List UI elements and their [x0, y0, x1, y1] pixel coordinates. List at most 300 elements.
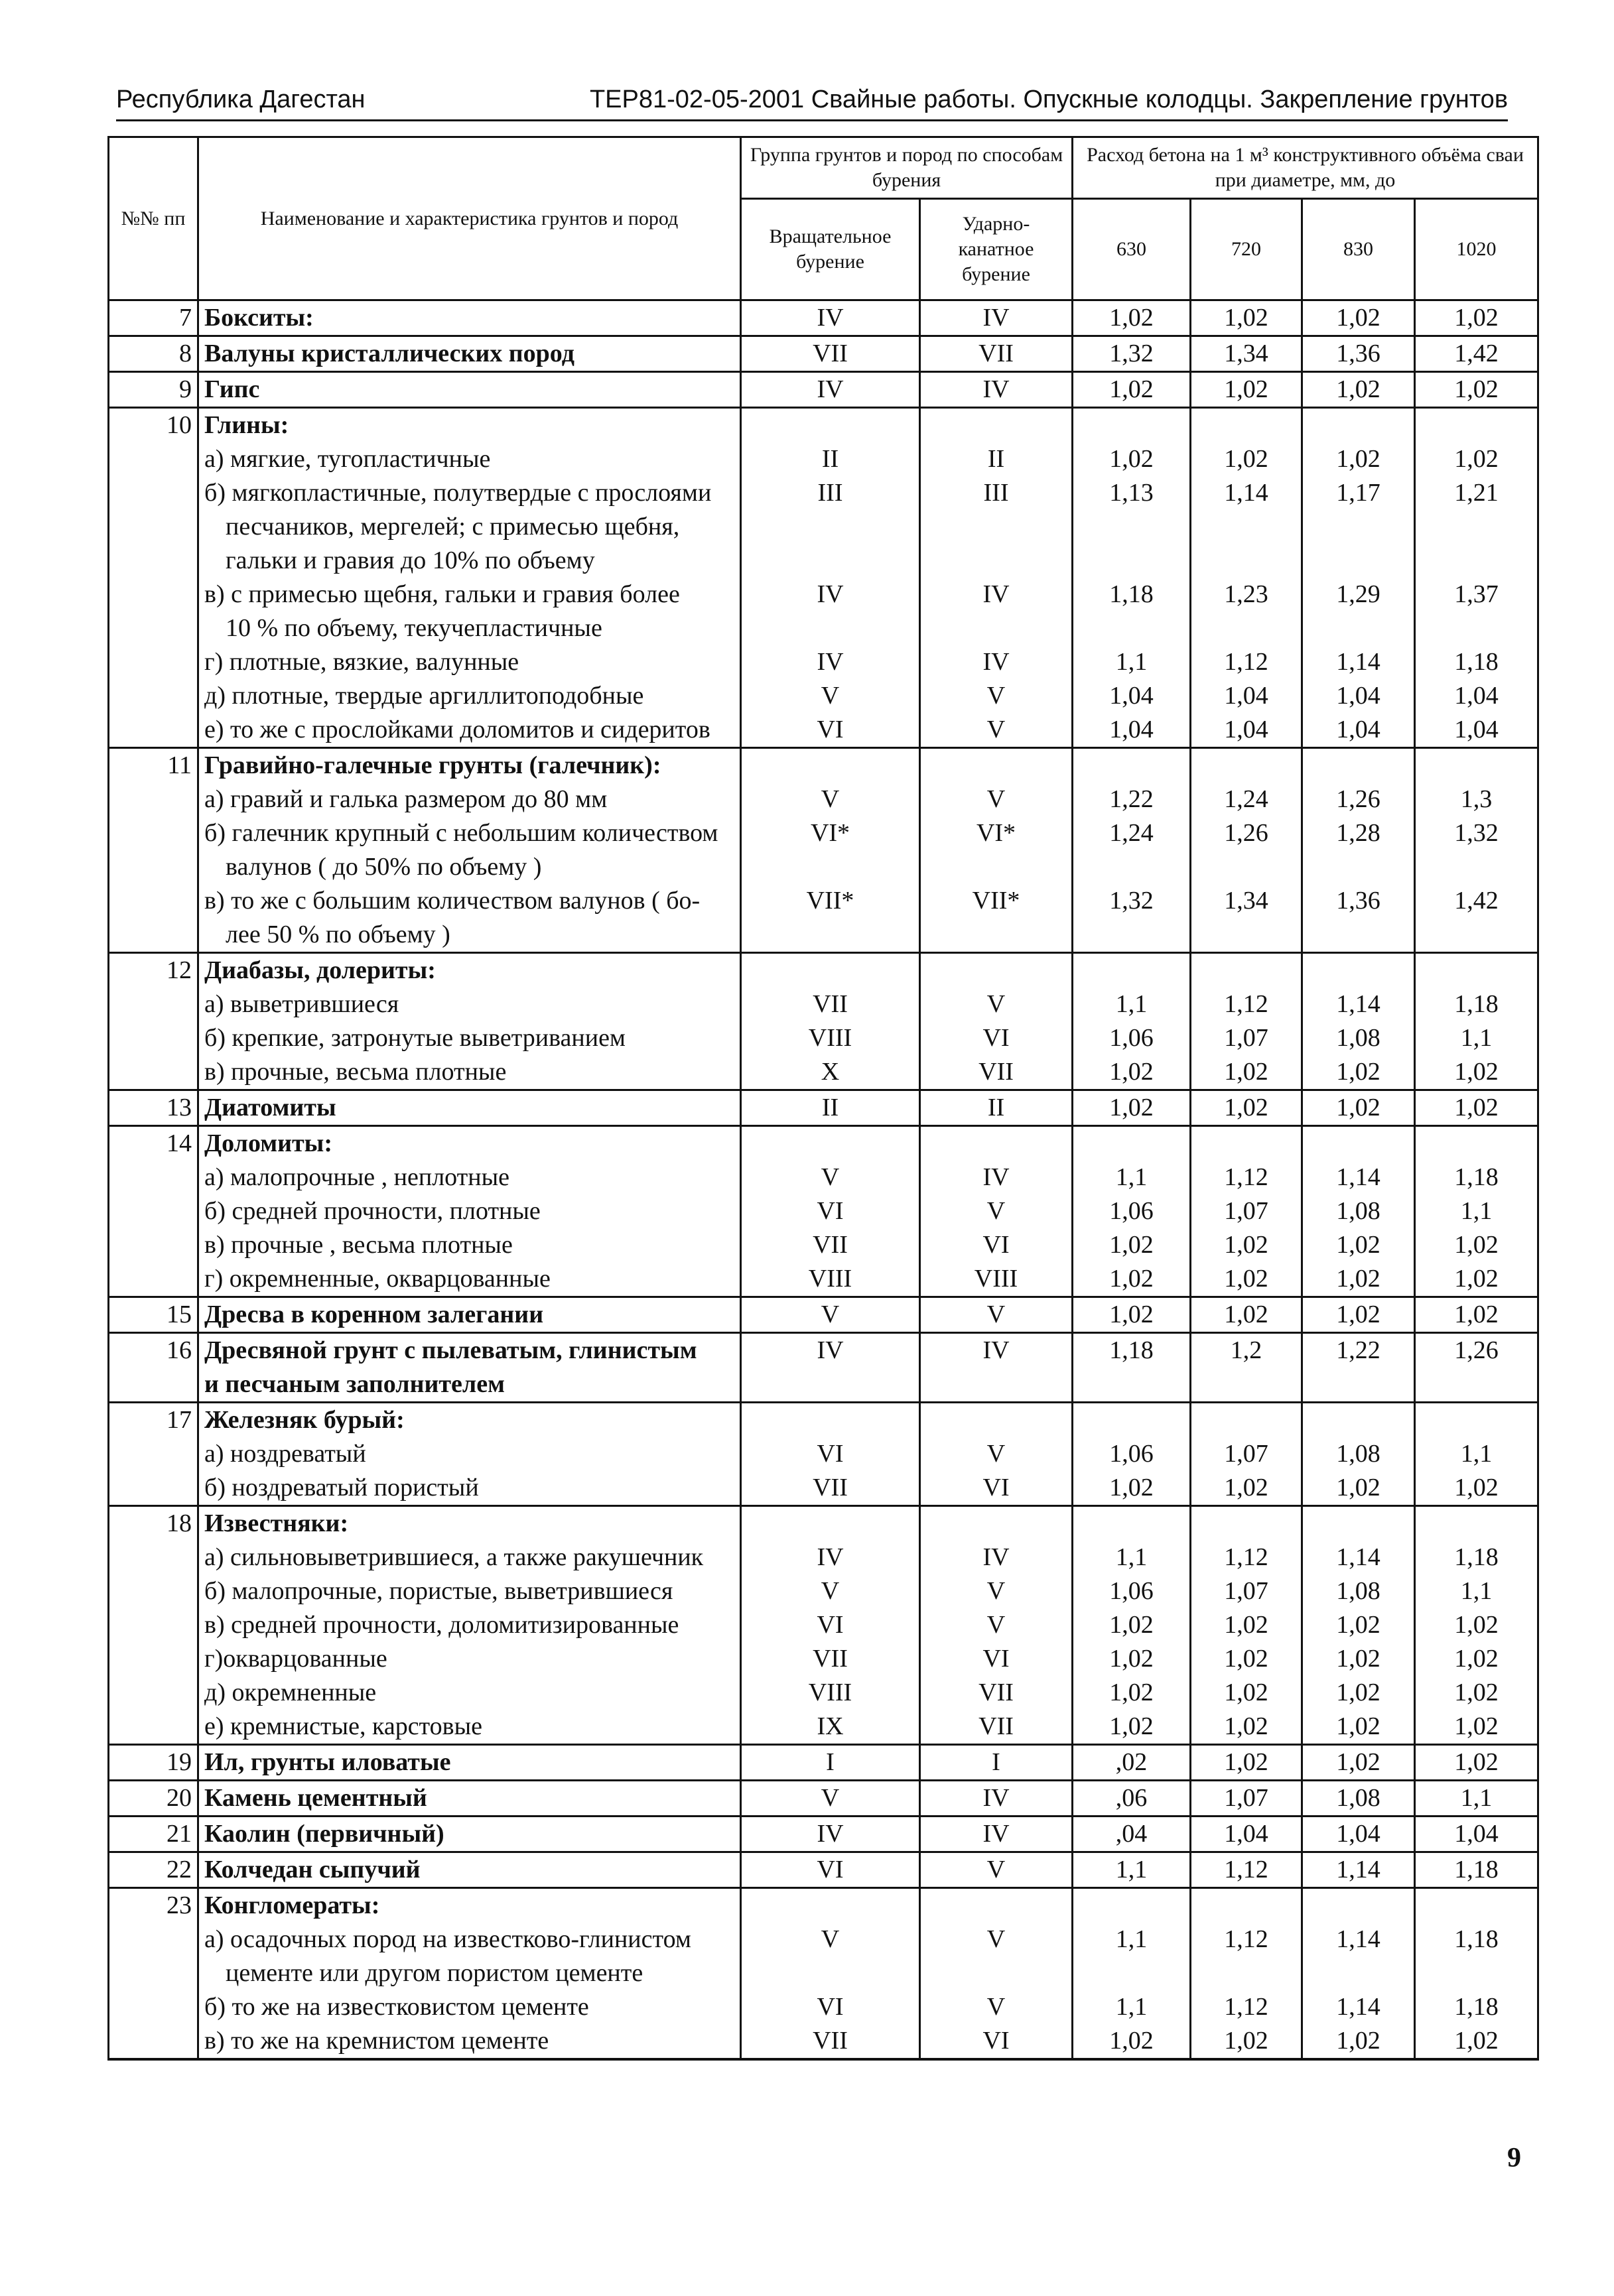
- row-number: 18: [109, 1506, 198, 1541]
- consumption-630: [1073, 544, 1191, 578]
- consumption-630: 1,04: [1073, 679, 1191, 713]
- table-row: [109, 1126, 1538, 1161]
- soil-name: а) гравий и галька размером до 80 мм: [198, 783, 741, 816]
- consumption-720: [1191, 748, 1302, 783]
- consumption-1020: 1,42: [1415, 884, 1538, 918]
- consumption-1020: 1,26: [1415, 1333, 1538, 1368]
- consumption-720: 1,12: [1191, 1541, 1302, 1574]
- consumption-1020: 1,02: [1415, 1228, 1538, 1262]
- group-rotary: [741, 510, 920, 544]
- consumption-830: [1302, 510, 1415, 544]
- group-percussion: IV: [920, 578, 1073, 611]
- consumption-830: [1302, 1506, 1415, 1541]
- group-rotary: II: [741, 442, 920, 476]
- group-percussion: VI: [920, 1642, 1073, 1676]
- group-percussion: VII*: [920, 884, 1073, 918]
- table-row: [109, 1228, 1538, 1262]
- row-number: 7: [109, 300, 198, 336]
- consumption-720: [1191, 1368, 1302, 1403]
- table-row: [109, 645, 1538, 679]
- table-row: [109, 1297, 1538, 1333]
- consumption-830: 1,08: [1302, 1194, 1415, 1228]
- soil-name: г) плотные, вязкие, валунные: [198, 645, 741, 679]
- soil-name: в) с примесью щебня, гальки и гравия более: [198, 578, 741, 611]
- table-row: [109, 1161, 1538, 1194]
- consumption-720: [1191, 953, 1302, 988]
- consumption-1020: [1415, 1888, 1538, 1923]
- consumption-630: 1,32: [1073, 884, 1191, 918]
- consumption-830: [1302, 1403, 1415, 1438]
- consumption-630: [1073, 748, 1191, 783]
- group-percussion: [920, 850, 1073, 884]
- soil-name: в) то же с большим количеством валунов ( бо-: [198, 884, 741, 918]
- soil-name: б) то же на известковистом цементе: [198, 1990, 741, 2024]
- row-number: [109, 1471, 198, 1506]
- consumption-830: [1302, 544, 1415, 578]
- row-number: 12: [109, 953, 198, 988]
- consumption-830: 1,28: [1302, 816, 1415, 850]
- group-percussion: II: [920, 1090, 1073, 1126]
- col-diameter-720: 720: [1191, 199, 1302, 300]
- group-percussion: IV: [920, 1161, 1073, 1194]
- group-rotary: [741, 1888, 920, 1923]
- consumption-830: 1,02: [1302, 1710, 1415, 1745]
- consumption-630: [1073, 918, 1191, 953]
- group-percussion: VI*: [920, 816, 1073, 850]
- group-rotary: IV: [741, 300, 920, 336]
- group-percussion: VI: [920, 1228, 1073, 1262]
- consumption-830: 1,14: [1302, 988, 1415, 1021]
- group-percussion: [920, 611, 1073, 645]
- table-row: [109, 816, 1538, 850]
- consumption-720: [1191, 510, 1302, 544]
- group-percussion: V: [920, 1437, 1073, 1471]
- row-number: [109, 1194, 198, 1228]
- row-number: [109, 783, 198, 816]
- soil-name: в) прочные, весьма плотные: [198, 1055, 741, 1090]
- consumption-720: [1191, 1506, 1302, 1541]
- group-rotary: VII: [741, 1471, 920, 1506]
- group-rotary: [741, 1403, 920, 1438]
- row-number: [109, 884, 198, 918]
- soil-name: а) выветрившиеся: [198, 988, 741, 1021]
- table-row: [109, 408, 1538, 443]
- consumption-830: [1302, 1368, 1415, 1403]
- consumption-1020: 1,02: [1415, 1710, 1538, 1745]
- consumption-720: 1,34: [1191, 336, 1302, 372]
- soil-name: Известняки:: [198, 1506, 741, 1541]
- table-row: [109, 953, 1538, 988]
- row-number: 23: [109, 1888, 198, 1923]
- soil-name: валунов ( до 50% по объему ): [198, 850, 741, 884]
- group-rotary: IV: [741, 645, 920, 679]
- consumption-830: 1,04: [1302, 713, 1415, 748]
- consumption-1020: 1,02: [1415, 442, 1538, 476]
- group-percussion: V: [920, 1194, 1073, 1228]
- soil-name: 10 % по объему, текучепластичные: [198, 611, 741, 645]
- group-rotary: VI: [741, 1437, 920, 1471]
- consumption-1020: 1,02: [1415, 1471, 1538, 1506]
- consumption-720: [1191, 918, 1302, 953]
- consumption-630: 1,1: [1073, 1990, 1191, 2024]
- row-number: 20: [109, 1781, 198, 1817]
- group-rotary: I: [741, 1745, 920, 1781]
- soil-name: Гравийно-галечные грунты (галечник):: [198, 748, 741, 783]
- consumption-720: [1191, 1888, 1302, 1923]
- consumption-630: ,06: [1073, 1781, 1191, 1817]
- consumption-1020: [1415, 1506, 1538, 1541]
- consumption-1020: 1,02: [1415, 300, 1538, 336]
- consumption-630: [1073, 1506, 1191, 1541]
- consumption-720: [1191, 1126, 1302, 1161]
- group-rotary: VIII: [741, 1262, 920, 1297]
- consumption-1020: 1,18: [1415, 645, 1538, 679]
- consumption-830: 1,08: [1302, 1021, 1415, 1055]
- consumption-630: 1,02: [1073, 1055, 1191, 1090]
- row-number: [109, 1021, 198, 1055]
- consumption-830: 1,14: [1302, 1990, 1415, 2024]
- group-rotary: II: [741, 1090, 920, 1126]
- group-percussion: V: [920, 1990, 1073, 2024]
- consumption-830: 1,08: [1302, 1574, 1415, 1608]
- soil-name: г)окварцованные: [198, 1642, 741, 1676]
- consumption-630: [1073, 1956, 1191, 1990]
- group-percussion: VI: [920, 2024, 1073, 2059]
- group-rotary: IV: [741, 1333, 920, 1368]
- table-row: [109, 1021, 1538, 1055]
- table-row: [109, 1956, 1538, 1990]
- consumption-1020: 1,1: [1415, 1781, 1538, 1817]
- row-number: [109, 1228, 198, 1262]
- row-number: [109, 645, 198, 679]
- consumption-1020: 1,02: [1415, 372, 1538, 408]
- consumption-720: [1191, 611, 1302, 645]
- consumption-830: [1302, 748, 1415, 783]
- row-number: 11: [109, 748, 198, 783]
- group-rotary: [741, 1506, 920, 1541]
- group-percussion: V: [920, 988, 1073, 1021]
- row-number: [109, 544, 198, 578]
- consumption-1020: [1415, 1403, 1538, 1438]
- soil-name: б) крепкие, затронутые выветриванием: [198, 1021, 741, 1055]
- group-rotary: IV: [741, 1541, 920, 1574]
- row-number: 19: [109, 1745, 198, 1781]
- consumption-720: 1,02: [1191, 1676, 1302, 1710]
- table-row: [109, 988, 1538, 1021]
- table-row: [109, 1194, 1538, 1228]
- table-row: [109, 1437, 1538, 1471]
- consumption-830: 1,08: [1302, 1437, 1415, 1471]
- row-number: 16: [109, 1333, 198, 1368]
- col-diameter-630: 630: [1073, 199, 1191, 300]
- consumption-1020: 1,04: [1415, 1817, 1538, 1852]
- consumption-1020: [1415, 510, 1538, 544]
- consumption-830: 1,29: [1302, 578, 1415, 611]
- consumption-630: 1,02: [1073, 2024, 1191, 2059]
- consumption-630: 1,1: [1073, 1161, 1191, 1194]
- page-header: [116, 80, 1508, 121]
- consumption-1020: 1,37: [1415, 578, 1538, 611]
- group-percussion: V: [920, 783, 1073, 816]
- table-row: [109, 1817, 1538, 1852]
- row-number: [109, 918, 198, 953]
- consumption-630: 1,18: [1073, 1333, 1191, 1368]
- consumption-630: 1,02: [1073, 442, 1191, 476]
- consumption-1020: [1415, 408, 1538, 443]
- consumption-1020: 1,04: [1415, 679, 1538, 713]
- consumption-1020: 1,42: [1415, 336, 1538, 372]
- consumption-720: 1,02: [1191, 1471, 1302, 1506]
- consumption-720: 1,24: [1191, 783, 1302, 816]
- group-rotary: V: [741, 783, 920, 816]
- consumption-1020: 1,02: [1415, 1055, 1538, 1090]
- group-rotary: VII*: [741, 884, 920, 918]
- consumption-1020: 1,18: [1415, 1923, 1538, 1956]
- consumption-830: [1302, 1126, 1415, 1161]
- consumption-630: 1,04: [1073, 713, 1191, 748]
- consumption-830: [1302, 918, 1415, 953]
- group-rotary: V: [741, 1574, 920, 1608]
- group-percussion: VI: [920, 1471, 1073, 1506]
- table-row: [109, 300, 1538, 336]
- table-row: [109, 918, 1538, 953]
- group-percussion: IV: [920, 300, 1073, 336]
- soil-name: Доломиты:: [198, 1126, 741, 1161]
- consumption-1020: [1415, 611, 1538, 645]
- group-percussion: [920, 1956, 1073, 1990]
- consumption-630: 1,06: [1073, 1021, 1191, 1055]
- group-percussion: VII: [920, 1055, 1073, 1090]
- soil-name: б) мягкопластичные, полутвердые с прослоями: [198, 476, 741, 510]
- group-rotary: VI: [741, 1608, 920, 1642]
- row-number: [109, 850, 198, 884]
- consumption-630: [1073, 1403, 1191, 1438]
- table-row: [109, 1403, 1538, 1438]
- group-rotary: VII: [741, 988, 920, 1021]
- row-number: 14: [109, 1126, 198, 1161]
- consumption-720: 1,04: [1191, 1817, 1302, 1852]
- table-row: [109, 336, 1538, 372]
- consumption-830: 1,02: [1302, 442, 1415, 476]
- consumption-1020: 1,02: [1415, 1745, 1538, 1781]
- table-row: [109, 1608, 1538, 1642]
- group-rotary: [741, 544, 920, 578]
- consumption-630: [1073, 953, 1191, 988]
- table-row: [109, 1888, 1538, 1923]
- row-number: 8: [109, 336, 198, 372]
- col-name-header: Наименование и характеристика грунтов и пород: [198, 137, 741, 300]
- soil-name: е) кремнистые, карстовые: [198, 1710, 741, 1745]
- group-rotary: VII: [741, 1642, 920, 1676]
- consumption-1020: [1415, 953, 1538, 988]
- row-number: [109, 1608, 198, 1642]
- table-row: [109, 1090, 1538, 1126]
- col-diameter-1020: 1020: [1415, 199, 1538, 300]
- group-percussion: [920, 1888, 1073, 1923]
- table-row: [109, 510, 1538, 544]
- table-row: [109, 1990, 1538, 2024]
- consumption-630: [1073, 1888, 1191, 1923]
- row-number: 13: [109, 1090, 198, 1126]
- soil-name: Железняк бурый:: [198, 1403, 741, 1438]
- table-row: [109, 1506, 1538, 1541]
- table-row: [109, 1541, 1538, 1574]
- row-number: [109, 679, 198, 713]
- row-number: [109, 1055, 198, 1090]
- consumption-830: 1,14: [1302, 645, 1415, 679]
- group-percussion: [920, 1506, 1073, 1541]
- table-row: [109, 1923, 1538, 1956]
- table-row: [109, 476, 1538, 510]
- consumption-720: 1,34: [1191, 884, 1302, 918]
- consumption-630: ,04: [1073, 1817, 1191, 1852]
- consumption-720: [1191, 1403, 1302, 1438]
- consumption-1020: [1415, 544, 1538, 578]
- row-number: [109, 1642, 198, 1676]
- consumption-630: 1,22: [1073, 783, 1191, 816]
- consumption-720: 1,2: [1191, 1333, 1302, 1368]
- row-number: [109, 1541, 198, 1574]
- table-row: [109, 372, 1538, 408]
- table-row: [109, 544, 1538, 578]
- consumption-830: 1,02: [1302, 1471, 1415, 1506]
- soil-name: Колчедан сыпучий: [198, 1852, 741, 1888]
- consumption-1020: 1,02: [1415, 1642, 1538, 1676]
- col-percussion-header: Ударно-канатное бурение: [920, 199, 1073, 300]
- table-row: [109, 1642, 1538, 1676]
- group-rotary: VIII: [741, 1676, 920, 1710]
- consumption-1020: 1,02: [1415, 2024, 1538, 2059]
- group-percussion: II: [920, 442, 1073, 476]
- soil-name: Дресвяной грунт с пылеватым, глинистым: [198, 1333, 741, 1368]
- consumption-830: 1,02: [1302, 1228, 1415, 1262]
- soil-name: Каолин (первичный): [198, 1817, 741, 1852]
- group-rotary: V: [741, 679, 920, 713]
- soil-name: гальки и гравия до 10% по объему: [198, 544, 741, 578]
- table-body: [109, 300, 1538, 2060]
- consumption-830: [1302, 953, 1415, 988]
- group-percussion: VII: [920, 1676, 1073, 1710]
- consumption-830: [1302, 1956, 1415, 1990]
- row-number: [109, 1262, 198, 1297]
- consumption-830: 1,02: [1302, 1676, 1415, 1710]
- consumption-1020: [1415, 1956, 1538, 1990]
- soil-name: б) малопрочные, пористые, выветрившиеся: [198, 1574, 741, 1608]
- consumption-630: 1,02: [1073, 1676, 1191, 1710]
- consumption-720: [1191, 850, 1302, 884]
- consumption-1020: [1415, 1368, 1538, 1403]
- row-number: 17: [109, 1403, 198, 1438]
- soil-name: Диабазы, долериты:: [198, 953, 741, 988]
- table-row: [109, 748, 1538, 783]
- group-percussion: V: [920, 1297, 1073, 1333]
- consumption-830: 1,04: [1302, 1817, 1415, 1852]
- consumption-720: 1,23: [1191, 578, 1302, 611]
- row-number: [109, 476, 198, 510]
- group-percussion: IV: [920, 645, 1073, 679]
- table-row: [109, 1676, 1538, 1710]
- consumption-830: 1,14: [1302, 1852, 1415, 1888]
- consumption-720: 1,07: [1191, 1021, 1302, 1055]
- soil-name: Бокситы:: [198, 300, 741, 336]
- group-rotary: [741, 408, 920, 443]
- consumption-830: 1,02: [1302, 300, 1415, 336]
- consumption-830: 1,17: [1302, 476, 1415, 510]
- consumption-1020: 1,02: [1415, 1090, 1538, 1126]
- group-percussion: V: [920, 1923, 1073, 1956]
- consumption-630: 1,06: [1073, 1437, 1191, 1471]
- group-rotary: VI*: [741, 816, 920, 850]
- soil-name: а) сильновыветрившиеся, а также ракушечник: [198, 1541, 741, 1574]
- consumption-830: 1,26: [1302, 783, 1415, 816]
- consumption-720: 1,02: [1191, 1642, 1302, 1676]
- table-row: [109, 611, 1538, 645]
- consumption-630: 1,02: [1073, 1710, 1191, 1745]
- consumption-630: [1073, 408, 1191, 443]
- consumption-830: 1,14: [1302, 1161, 1415, 1194]
- table-row: [109, 1055, 1538, 1090]
- row-number: [109, 611, 198, 645]
- consumption-630: 1,06: [1073, 1574, 1191, 1608]
- consumption-720: 1,04: [1191, 713, 1302, 748]
- group-percussion: IV: [920, 372, 1073, 408]
- consumption-630: ,02: [1073, 1745, 1191, 1781]
- group-rotary: V: [741, 1161, 920, 1194]
- consumption-720: 1,12: [1191, 645, 1302, 679]
- consumption-1020: 1,02: [1415, 1262, 1538, 1297]
- consumption-1020: [1415, 1126, 1538, 1161]
- soil-name: в) то же на кремнистом цементе: [198, 2024, 741, 2059]
- row-number: [109, 510, 198, 544]
- consumption-830: 1,02: [1302, 1090, 1415, 1126]
- soil-name: б) средней прочности, плотные: [198, 1194, 741, 1228]
- table-row: [109, 1368, 1538, 1403]
- consumption-1020: 1,1: [1415, 1437, 1538, 1471]
- consumption-720: [1191, 544, 1302, 578]
- row-number: [109, 578, 198, 611]
- soil-name: д) плотные, твердые аргиллитоподобные: [198, 679, 741, 713]
- consumption-830: 1,02: [1302, 1055, 1415, 1090]
- consumption-1020: [1415, 748, 1538, 783]
- row-number: [109, 1676, 198, 1710]
- soil-name: Дресва в коренном залегании: [198, 1297, 741, 1333]
- soil-name: а) осадочных пород на известково-глинистом: [198, 1923, 741, 1956]
- consumption-1020: 1,02: [1415, 1608, 1538, 1642]
- consumption-630: 1,02: [1073, 1297, 1191, 1333]
- soil-name: Диатомиты: [198, 1090, 741, 1126]
- consumption-1020: [1415, 918, 1538, 953]
- row-number: [109, 2024, 198, 2059]
- consumption-1020: 1,1: [1415, 1021, 1538, 1055]
- consumption-720: 1,12: [1191, 1923, 1302, 1956]
- table-row: [109, 1745, 1538, 1781]
- table-row: [109, 1781, 1538, 1817]
- consumption-720: [1191, 1956, 1302, 1990]
- col-consumption-header: Расход бетона на 1 м³ конструктивного объёма сваи при диаметре, мм, до: [1073, 137, 1538, 199]
- soil-name: лее 50 % по объему ): [198, 918, 741, 953]
- col-rotary-header: Вращательное бурение: [741, 199, 920, 300]
- row-number: 9: [109, 372, 198, 408]
- table-row: [109, 850, 1538, 884]
- soil-name: а) мягкие, тугопластичные: [198, 442, 741, 476]
- group-rotary: X: [741, 1055, 920, 1090]
- consumption-720: 1,04: [1191, 679, 1302, 713]
- soil-name: в) прочные , весьма плотные: [198, 1228, 741, 1262]
- group-percussion: [920, 510, 1073, 544]
- consumption-720: 1,02: [1191, 442, 1302, 476]
- table-row: [109, 442, 1538, 476]
- group-percussion: [920, 408, 1073, 443]
